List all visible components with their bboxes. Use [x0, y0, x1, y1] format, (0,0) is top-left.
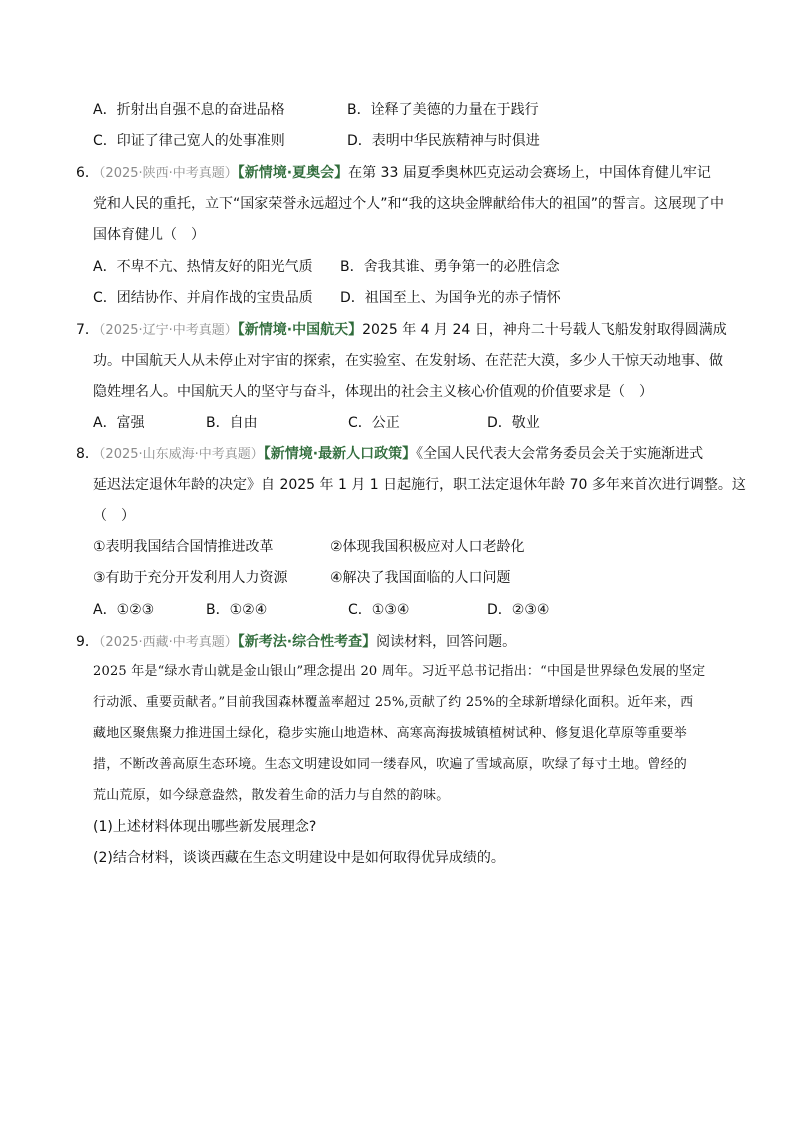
q9-material-line-2: 行动派、重要贡献者。”目前我国森林覆盖率超过 25%,贡献了约 25%的全球新增绿化面积。近年来，西 [93, 695, 694, 710]
q6-number: 6． [76, 165, 99, 181]
q8-option-d: D．②③④ [487, 602, 550, 618]
q8-statement-1: ①表明我国结合国情推进改革 [93, 539, 274, 555]
q9-material-line-3: 藏地区聚焦聚力推进国土绿化，稳步实施山地造林、高寒高海拔城镇植树试种、修复退化草原等重要举 [93, 726, 688, 741]
q7-source: （2025·辽宁·中考真题） [98, 323, 238, 338]
q5-option-a: A．折射出自强不息的奋进品格 [93, 102, 285, 118]
q7-tag: 【新情境·中国航天】 [237, 322, 363, 338]
q7-option-b: B．自由 [206, 415, 258, 431]
q9-material-line-5: 荒山荒原，如今绿意盎然，散发着生命的活力与自然的韵味。 [93, 788, 450, 803]
q9-intro: 阅读材料，回答问题。 [376, 634, 517, 650]
q6-stem-line-3: 国体育健儿（ ） [93, 227, 205, 243]
q9-subquestion-1: (1)上述材料体现出哪些新发展理念? [93, 819, 317, 835]
q8-statement-2: ②体现我国积极应对人口老龄化 [330, 539, 525, 555]
q7-option-c: C．公正 [348, 415, 400, 431]
q9-stem-line-1 [76, 632, 516, 653]
q8-option-a: A．①②③ [93, 602, 155, 618]
q6-option-d: D．祖国至上、为国争光的赤子情怀 [340, 290, 561, 306]
q5-option-d: D．表明中华民族精神与时俱进 [347, 133, 540, 149]
q8-tag: 【新情境·最新人口政策】 [263, 446, 417, 462]
q8-statement-3: ③有助于充分开发利用人力资源 [93, 570, 288, 586]
q7-option-d: D．敬业 [487, 415, 540, 431]
q9-tag: 【新考法·综合性考查】 [237, 634, 377, 650]
q8-stem-line-2: 延迟法定退休年龄的决定》自 2025 年 1 月 1 日起施行，职工法定退休年龄 70 多年来首次进行调整。这 [93, 477, 746, 493]
q7-text-1: 2025 年 4 月 24 日，神舟二十号载人飞船发射取得圆满成 [362, 322, 727, 338]
q6-stem-line-2: 党和人民的重托，立下“国家荣誉永远超过个人”和“我的这块金牌献给伟大的祖国”的誓言。这展现了中 [93, 196, 725, 212]
q8-option-b: B．①②④ [206, 602, 268, 618]
q9-material-line-1: 2025 年是“绿水青山就是金山银山”理念提出 20 周年。习近平总书记指出：“中国是世界绿色发展的坚定 [93, 664, 706, 679]
q6-option-c: C．团结协作、并肩作战的宝贵品质 [93, 290, 313, 306]
q7-stem-line-1 [76, 320, 727, 341]
q6-tag: 【新情境·夏奥会】 [237, 165, 349, 181]
q7-stem-line-3: 隐姓埋名人。中国航天人的坚守与奋斗，体现出的社会主义核心价值观的价值要求是（ ） [93, 384, 653, 400]
q7-number: 7． [76, 322, 99, 338]
q8-number: 8． [76, 446, 99, 462]
q6-option-a: A．不卑不亢、热情友好的阳光气质 [93, 259, 313, 275]
q8-statement-4: ④解决了我国面临的人口问题 [330, 570, 511, 586]
q6-text-1: 在第 33 届夏季奥林匹克运动会赛场上，中国体育健儿牢记 [348, 165, 711, 181]
q9-material-line-4: 措，不断改善高原生态环境。生态文明建设如同一缕春风，吹遍了雪域高原，吹绿了每寸土地。曾经的 [93, 757, 688, 772]
q8-stem-line-1 [76, 444, 703, 465]
q7-stem-line-2: 功。中国航天人从未停止对宇宙的探索，在实验室、在发射场、在茫茫大漠，多少人干惊天动地事、做 [93, 353, 723, 369]
q9-number: 9． [76, 634, 99, 650]
q7-option-a: A．富强 [93, 415, 145, 431]
q6-stem-line-1 [76, 163, 711, 184]
q6-source: （2025·陕西·中考真题） [98, 166, 238, 181]
q8-text-1: 《全国人民代表大会常务委员会关于实施渐进式 [416, 446, 704, 462]
q6-option-b: B．舍我其谁、勇争第一的必胜信念 [340, 259, 560, 275]
q5-option-c: C．印证了律己宽人的处事准则 [93, 133, 285, 149]
q8-source: （2025·山东威海·中考真题） [98, 447, 264, 462]
q8-stem-line-3: （ ） [93, 508, 135, 524]
q9-source: （2025·西藏·中考真题） [98, 635, 238, 650]
q8-option-c: C．①③④ [348, 602, 410, 618]
q5-option-b: B．诠释了美德的力量在于践行 [347, 102, 539, 118]
q9-subquestion-2: (2)结合材料，谈谈西藏在生态文明建设中是如何取得优异成绩的。 [93, 850, 505, 866]
